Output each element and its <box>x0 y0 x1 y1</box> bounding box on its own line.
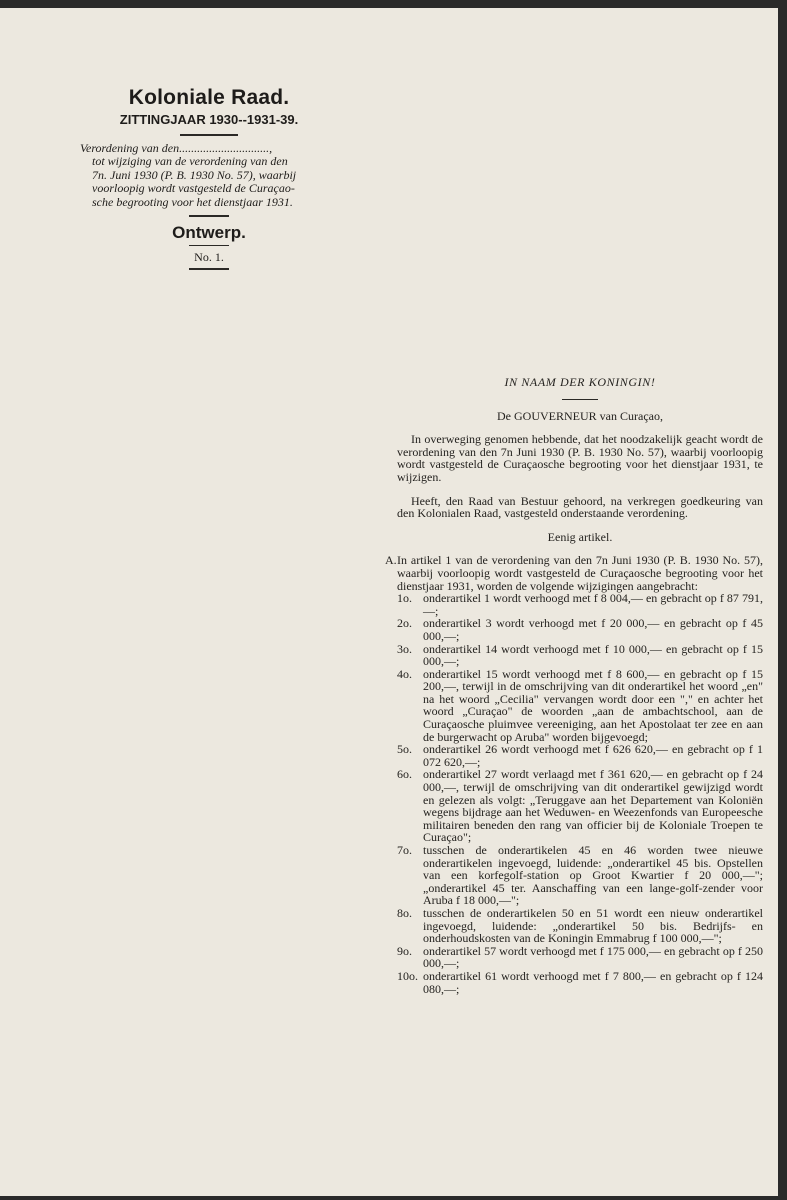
draft-number: No. 1. <box>194 250 224 264</box>
item-text: onderartikel 14 wordt verhoogd met f 10 000,— en gebracht op f 15 000,—; <box>423 641 763 669</box>
article-intro: In artikel 1 van de verordening van den 7n Juni 1930 (P. B. 1930 No. 57), waarbij voorloopig wordt vastgesteld de Curaçaosche begrooting voor het dienstjaar 1931, worden de volgende wijzigingen aangebracht: <box>397 553 763 593</box>
item-number: 1o. <box>397 591 412 606</box>
item-number: 6o. <box>397 767 412 782</box>
item-number: 9o. <box>397 943 412 958</box>
list-item <box>397 743 763 768</box>
item-number: 5o. <box>397 742 412 757</box>
article-title: Eenig artikel. <box>547 529 613 544</box>
item-number: 4o. <box>397 666 412 681</box>
list-item <box>397 617 763 642</box>
item-text: tusschen de onderartikelen 45 en 46 worden twee nieuwe onderartikelen ingevoegd, luidende: „onderartikel 45 bis. Opstellen van een korfegolf-station op Groot Kwartier f 20 000,—"; „onderartikel 45 ter. Aanschaffing van een lange-golf-zender voor Aruba f 18 000,—"; <box>423 843 763 908</box>
list-item <box>397 668 763 744</box>
intro-line: 7n. Juni 1930 (P. B. 1930 No. 57), waarbij <box>92 167 297 182</box>
governor-line: De GOUVERNEUR van Curaçao, <box>497 408 663 423</box>
royal-heading: IN NAAM DER KONINGIN! <box>504 375 656 389</box>
item-text: onderartikel 61 wordt verhoogd met f 7 800,— en gebracht op f 124 080,—; <box>423 968 763 996</box>
divider <box>189 245 229 247</box>
divider <box>189 268 229 270</box>
header-column <box>78 80 340 270</box>
item-number: 2o. <box>397 616 412 631</box>
item-number: 8o. <box>397 905 412 920</box>
divider <box>189 215 229 217</box>
intro-line: voorloopig wordt vastgesteld de Curaçao- <box>92 181 295 195</box>
divider <box>562 399 598 400</box>
list-item <box>397 970 763 995</box>
item-text: onderartikel 15 wordt verhoogd met f 8 600,— en gebracht op f 15 200,—, terwijl in de omschrijving van dit onderartikel het woord „en" na het woord „Cecilia" vervangen wordt door een "," en achter het woord „Curaçao" de woorden „aan de ambachtschool, aan de Curaçaosche pluimvee vereeniging, aan het Apostolaat ter zee en aan de burgerwacht op Aruba" worden bijgevoegd; <box>423 666 763 744</box>
item-text: onderartikel 57 wordt verhoogd met f 175 000,— en gebracht op f 250 000,—; <box>423 943 763 971</box>
item-text: tusschen de onderartikelen 50 en 51 wordt een nieuw onderartikel ingevoegd, luidende: „onderartikel 50 bis. Bedrijfs- en onderhoudskosten van de Koningin Emmabrug f 100 000,—"; <box>423 905 763 946</box>
intro-line: sche begrooting voor het dienstjaar 1931. <box>92 194 293 209</box>
item-text: onderartikel 1 wordt verhoogd met f 8 004,— en gebracht op f 87 791,—; <box>423 591 763 618</box>
enactment-paragraph: Heeft, den Raad van Bestuur gehoord, na verkregen goedkeuring van den Kolonialen Raad, vastgesteld onderstaande verordening. <box>397 493 763 521</box>
item-text: onderartikel 3 wordt verhoogd met f 20 000,— en gebracht op f 45 000,—; <box>423 616 763 643</box>
item-number: 7o. <box>397 843 412 857</box>
item-number: 10o. <box>397 968 418 983</box>
article-a: A. In artikel 1 van de verordening van den 7n Juni 1930 (P. B. 1930 No. 57), waarbij voorloopig wordt vastgesteld de Curaçaosche begrooting voor het dienstjaar 1931, worden de volgende wijzigingen aangebracht: <box>385 553 763 593</box>
intro-line: tot wijziging van de verordening van den <box>92 154 288 168</box>
preamble-paragraph: In overweging genomen hebbende, dat het noodzakelijk geacht wordt de verordening van den 7n Juni 1930 (P. B. 1930 No. 57), waarbij voorloopig wordt vastgesteld de Curaçaosche begrooting voor het dienstjaar 1931, te wijzigen. <box>397 432 763 484</box>
divider <box>180 134 238 136</box>
document-title: Koloniale Raad. <box>128 86 290 109</box>
ordinance-body <box>385 375 763 996</box>
item-text: onderartikel 26 wordt verhoogd met f 626 620,— en gebracht op f 1 072 620,—; <box>423 742 763 769</box>
list-item <box>397 844 763 907</box>
document-page <box>0 8 778 1196</box>
item-number: 3o. <box>397 641 412 656</box>
intro-line: Verordening van den.............................., <box>80 140 273 155</box>
list-item <box>397 643 763 668</box>
item-text: onderartikel 27 wordt verlaagd met f 361 620,— en gebracht op f 24 000,—, terwijl de omschrijving van dit onderartikel gewijzigd wordt en gelezen als volgt: „Teruggave aan het Departement van Koloniën wegens bijdrage aan het Weduwen- en Weezenfonds van Europeesche militairen beneden den rang van officier bij de Koloniale Troepen te Curaçao"; <box>423 767 763 845</box>
list-item <box>397 592 763 617</box>
ordinance-description <box>80 142 340 210</box>
session-year: ZITTINGJAAR 1930--1931-39. <box>119 112 299 127</box>
list-item <box>397 945 763 970</box>
list-item <box>397 907 763 945</box>
list-item <box>397 768 763 844</box>
draft-label: Ontwerp. <box>172 222 246 242</box>
